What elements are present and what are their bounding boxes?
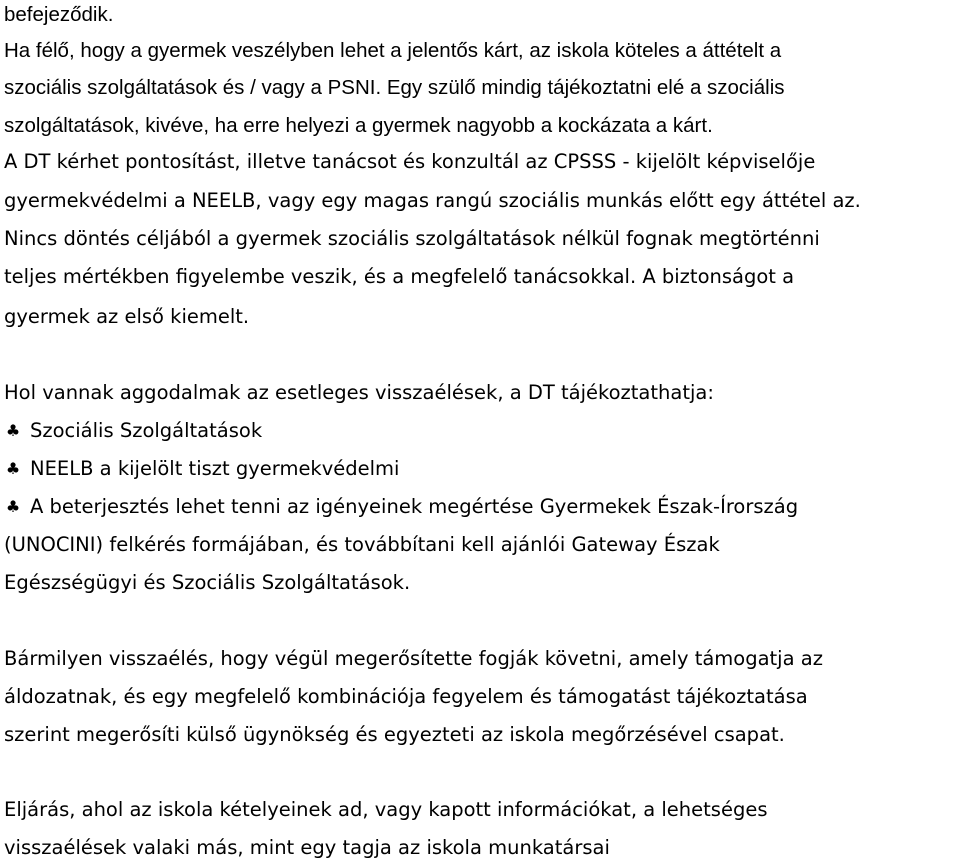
text-line: Egészségügyi és Szociális Szolgáltatások. xyxy=(4,571,411,594)
text-line: szerint megerősíti külső ügynökség és egyezteti az iskola megőrzésével csapat. xyxy=(4,723,785,746)
text-line: Eljárás, ahol az iskola kételyeinek ad, vagy kapott információkat, a lehetséges xyxy=(4,798,768,821)
list-item xyxy=(4,494,798,520)
text-line: szolgáltatások, kivéve, ha erre helyezi a gyermek nagyobb a kockázata a kárt. xyxy=(4,114,713,137)
text-line: Nincs döntés céljából a gyermek szociális szolgáltatások nélkül fognak megtörténni xyxy=(4,227,820,250)
text-line: teljes mértékben figyelembe veszik, és a megfelelő tanácsokkal. A biztonságot a xyxy=(4,265,795,288)
list-item-text: A beterjesztés lehet tenni az igényeinek megértése Gyermekek Észak-Írország xyxy=(30,495,799,518)
text-line: A DT kérhet pontosítást, illetve tanácsot és konzultál az CPSSS - kijelölt képviselője xyxy=(4,150,816,173)
text-line: szociális szolgáltatások és / vagy a PSNI. Egy szülő mindig tájékoztatni elé a szociális xyxy=(4,76,785,99)
text-line: (UNOCINI) felkérés formájában, és továbbítani kell ajánlói Gateway Észak xyxy=(4,533,720,556)
text-line: gyermekvédelmi a NEELB, vagy egy magas rangú szociális munkás előtt egy áttétel az. xyxy=(4,189,861,212)
text-line: Ha félő, hogy a gyermek veszélyben lehet a jelentős kárt, az iskola köteles a áttételt a xyxy=(4,39,782,62)
list-item-text: NEELB a kijelölt tiszt gyermekvédelmi xyxy=(30,457,400,480)
text-line: Bármilyen visszaélés, hogy végül megerősítette fogják követni, amely támogatja az xyxy=(4,647,823,670)
club-bullet-icon: ♣ xyxy=(5,459,21,478)
club-bullet-icon: ♣ xyxy=(5,497,21,516)
text-line: áldozatnak, és egy megfelelő kombinációja fegyelem és támogatást tájékoztatása xyxy=(4,685,808,708)
text-line: gyermek az első kiemelt. xyxy=(4,305,250,328)
list-item-text: Szociális Szolgáltatások xyxy=(30,419,263,442)
text-line: visszaélések valaki más, mint egy tagja az iskola munkatársai xyxy=(4,836,610,859)
list-item xyxy=(4,456,399,482)
list-item xyxy=(4,418,262,444)
club-bullet-icon: ♣ xyxy=(5,421,21,440)
text-line: befejeződik. xyxy=(4,3,114,26)
section-intro: Hol vannak aggodalmak az esetleges visszaélések, a DT tájékoztathatja: xyxy=(4,381,714,404)
